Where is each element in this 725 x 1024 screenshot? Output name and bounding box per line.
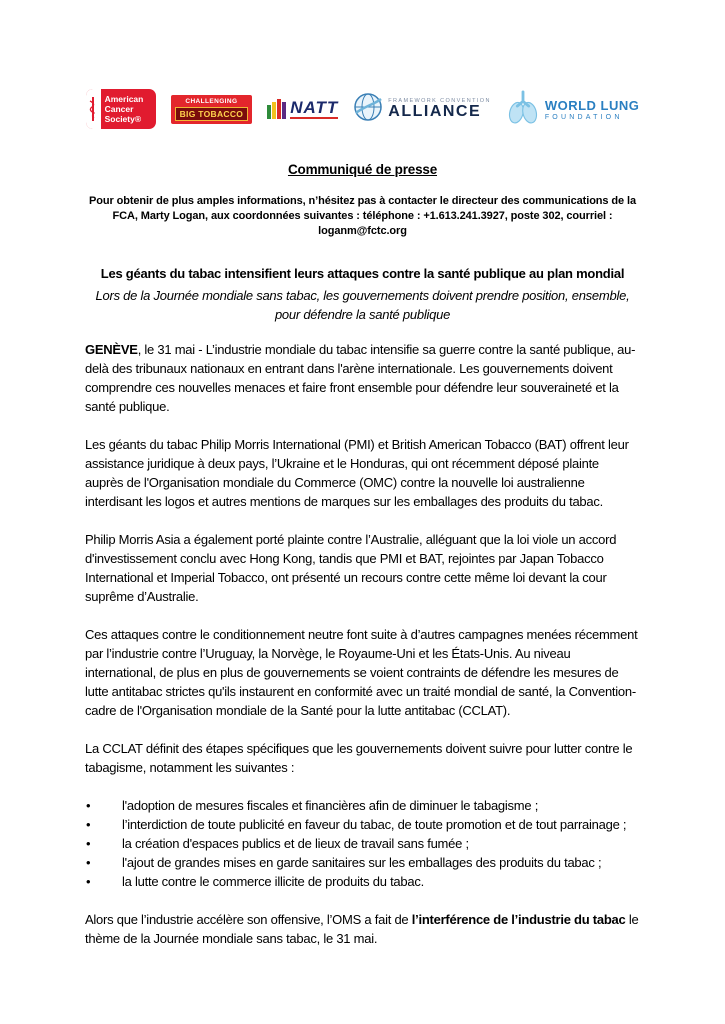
bullet-item xyxy=(85,853,640,872)
framework-convention-alliance-logo xyxy=(353,92,491,127)
subheadline: Lors de la Journée mondiale sans tabac, les gouvernements doivent prendre position, ensemble, pour défendre la santé publique xyxy=(95,288,630,322)
fca-label xyxy=(388,98,491,121)
paragraph-oms-bold: l’interférence de l’industrie du tabac xyxy=(411,912,626,927)
world-lung-foundation-logo xyxy=(506,89,640,130)
fca-small-label: FRAMEWORK CONVENTION xyxy=(388,97,491,104)
caduceus-icon xyxy=(86,89,101,129)
wlf-main-label: WORLD LUNG xyxy=(544,97,640,113)
paragraph-geneve xyxy=(85,340,640,416)
globe-icon xyxy=(353,92,383,127)
paragraph-pmi-bat: Les géants du tabac Philip Morris International (PMI) et British American Tobacco (BAT) offrent leur assistance juridique à deux pays, l’Ukraine et le Honduras, qui ont récemment déposé plainte auprès de l'Organisation mondiale du Commerce (OMC) contre la nouvelle loi australienne interdisant les logos et autres mentions de marques sur les emballages des produits du tabac. xyxy=(85,437,629,509)
acs-label-line3: Society® xyxy=(104,114,142,125)
cbt-bottom-label: BIG TOBACCO xyxy=(175,107,249,121)
document-title: Communiqué de presse xyxy=(287,162,438,177)
wlf-label xyxy=(545,98,640,121)
paragraph-geneve-text: , le 31 mai - L’industrie mondiale du tabac intensifie sa guerre contre la santé publique, au-delà des tribunaux nationaux en entrant dans l'arène internationale. Les gouvernements doivent comprendre ces nouvelles menaces et faire front ensemble pour défendre leur souveraineté et la santé publique. xyxy=(85,342,636,414)
headline: Les géants du tabac intensifient leurs attaques contre la santé publique au plan mondial xyxy=(100,266,625,281)
logo-bar xyxy=(85,86,640,132)
paragraph-attaques-conditionnement: Ces attaques contre le conditionnement neutre font suite à d’autres campagnes menées récemment par l’industrie contre l’Uruguay, la Norvège, le Royaume-Uni et les États-Unis. Au niveau international, de plus en plus de gouvernements se voient contraints de défendre les mesures de lutte antitabac strictes qu'ils instaurent en conformité avec un traité mondial de santé, la Convention-cadre de l'Organisation mondiale de la Santé pour la lutte antitabac (CCLAT). xyxy=(85,627,638,718)
acs-label-line2: Cancer xyxy=(104,103,134,114)
body-copy xyxy=(85,340,640,948)
acs-label xyxy=(101,89,144,129)
dateline: GENÈVE xyxy=(85,342,138,357)
bullet-item-text: l’interdiction de toute publicité en faveur du tabac, de toute promotion et de tout parrainage ; xyxy=(122,817,627,832)
bullet-item xyxy=(85,815,640,834)
bullet-list xyxy=(85,796,640,891)
bullet-item-text: l'ajout de grandes mises en garde sanitaires sur les emballages des produits du tabac ; xyxy=(122,855,602,870)
bullet-item-text: la lutte contre le commerce illicite de produits du tabac. xyxy=(122,874,424,889)
contact-paragraph: Pour obtenir de plus amples informations, n’hésitez pas à contacter le directeur des communications de la FCA, Marty Logan, aux coordonnées suivantes : téléphone : +1.613.241.3927, poste 302, courriel : loganm@fctc.org xyxy=(89,195,636,237)
paragraph-oms-part2: le thème de la Journée mondiale sans tabac, le 31 mai. xyxy=(85,912,639,946)
bullet-item xyxy=(85,796,640,815)
paragraph-philip-morris-asia: Philip Morris Asia a également porté plainte contre l’Australie, alléguant que la loi viole un accord d'investissement conclu avec Hong Kong, tandis que PMI et BAT, rejointes par Japan Tobacco International et Imperial Tobacco, ont présenté un recours contre cette même loi devant la cour suprême d’Australie. xyxy=(85,532,617,604)
natt-logo xyxy=(267,99,338,120)
bullet-item-text: l'adoption de mesures fiscales et financières afin de diminuer le tabagisme ; xyxy=(122,798,539,813)
lungs-icon xyxy=(506,89,540,130)
fca-main-label: ALLIANCE xyxy=(388,102,482,120)
paragraph-cclat-intro: La CCLAT définit des étapes spécifiques que les gouvernements doivent suivre pour lutter contre le tabagisme, notamment les suivantes : xyxy=(85,741,633,775)
natt-label: NATT xyxy=(290,99,338,120)
american-cancer-society-logo xyxy=(86,89,156,129)
challenging-big-tobacco-logo xyxy=(171,95,253,124)
natt-flag-icon xyxy=(267,99,286,119)
bullet-item xyxy=(85,834,640,853)
paragraph-oms-theme xyxy=(85,910,640,948)
bullet-item xyxy=(85,872,640,891)
paragraph-oms-part1: Alors que l’industrie accélère son offensive, l’OMS a fait de xyxy=(85,912,412,927)
cbt-top-label: CHALLENGING xyxy=(185,97,238,105)
wlf-sub-label: FOUNDATION xyxy=(544,113,623,121)
bullet-item-text: la création d'espaces publics et de lieux de travail sans fumée ; xyxy=(122,836,469,851)
acs-label-line1: American xyxy=(104,93,144,104)
